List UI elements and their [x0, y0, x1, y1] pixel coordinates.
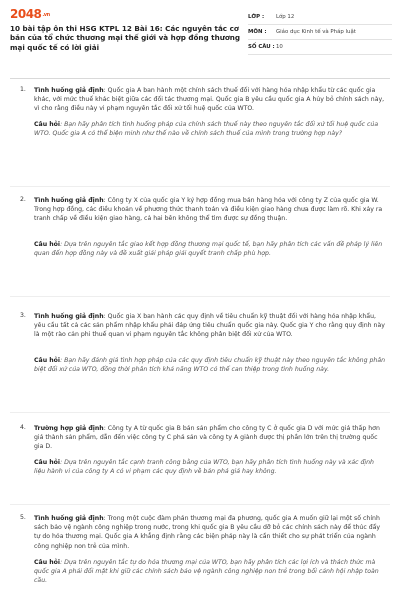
question-text: : Dựa trên nguyên tắc cạnh tranh công bằng của WTO, bạn hãy phân tích tình huống này và xác định liệu hành vi của công ty A có vi phạm các quy định về bán phá giá hay không.	[34, 459, 374, 476]
scenario-text: : Quốc gia X ban hành các quy định về tiêu chuẩn kỹ thuật đối với hàng hóa nhập khẩu, yêu cầu tất cả các sản phẩm nhập khẩu phải đáp ứng tiêu chuẩn quốc gia này. Quốc gia Y cho rằng quy định này là một rào cản phi thuế quan vi phạm nguyên tắc không phân biệt đối xử của WTO.	[34, 313, 385, 339]
question-text: : Bạn hãy phân tích tình huống pháp của chính sách thuế này theo nguyên tắc đối xử tối huệ quốc của WTO. Quốc gia A có thể biện minh như thế nào về chính sách thuế của mình trong trường hợp này?	[34, 121, 379, 138]
exercise-question	[34, 458, 386, 476]
document-header	[0, 0, 400, 74]
meta-key-mon: MÔN :	[248, 29, 267, 35]
exercise-divider	[10, 412, 390, 413]
question-label: Câu hỏi	[34, 459, 61, 466]
question-text: : Dựa trên nguyên tắc giao kết hợp đồng thương mại quốc tế, bạn hãy phân tích các vấn đề pháp lý liên quan đến hợp đồng này và đề xuất giải pháp giải quyết tranh chấp phù hợp.	[34, 241, 383, 258]
exercise-question	[34, 120, 386, 138]
question-label: Câu hỏi	[34, 241, 61, 248]
scenario-label: Tình huống giả định	[34, 197, 104, 204]
header-divider	[10, 78, 390, 79]
scenario-label: Tình huống giả định	[34, 515, 104, 522]
exercise-question	[34, 356, 386, 374]
question-label: Câu hỏi	[34, 559, 61, 566]
exercise-divider	[10, 296, 390, 297]
meta-val-socau: 10	[276, 44, 283, 50]
exercise-divider	[10, 504, 390, 505]
exercise-scenario	[34, 196, 386, 224]
meta-val-mon: Giáo dục Kinh tế và Pháp luật	[276, 29, 356, 35]
scenario-label: Tình huống giả định	[34, 313, 104, 320]
meta-key-lop: LỚP :	[248, 14, 265, 20]
scenario-text: : Trong một cuộc đàm phán thương mại đa phương, quốc gia A muốn giữ lại một số chính sách bảo vệ ngành công nghiệp trong nước, trong khi quốc gia B yêu cầu dỡ bỏ các chính sách này để thúc đẩy tự do hóa thương mại. Quốc gia A khẳng định rằng các biện pháp này là cần thiết cho sự phát triển của ngành công nghiệp non trẻ của mình.	[34, 515, 381, 550]
meta-row-lop	[248, 10, 392, 25]
question-label: Câu hỏi	[34, 121, 61, 128]
exercise-question	[34, 558, 386, 586]
exercise-number: 2.	[20, 196, 26, 203]
exercise-number: 3.	[20, 312, 26, 319]
exercise-scenario	[34, 424, 386, 452]
question-label: Câu hỏi	[34, 357, 61, 364]
scenario-text: : Công ty A từ quốc gia B bán sản phẩm cho công ty C ở quốc gia D với mức giá thấp hơn giá thành sản phẩm, dẫn đến việc công ty C phá sản và công ty A giành được thị phần lớn trên thị trường quốc gia D.	[34, 425, 380, 451]
exercise-list	[0, 86, 400, 600]
exercise-divider	[10, 186, 390, 187]
scenario-label: Trường hợp giả định	[34, 425, 104, 432]
meta-row-mon	[248, 25, 392, 40]
question-text: : Dựa trên nguyên tắc tự do hóa thương mại của WTO, bạn hãy phân tích các lợi ích và thách thức mà quốc gia A phải đối mặt khi giữ các chính sách bảo vệ ngành công nghiệp non trẻ trong bối cảnh hội nhập toàn cầu.	[34, 559, 379, 585]
question-text: : Bạn hãy đánh giá tình hợp pháp của các quy định tiêu chuẩn kỹ thuật này theo nguyên tắc không phân biệt đối xử của WTO, đồng thời phân tích khả năng WTO có thể can thiệp trong tình huống này.	[34, 357, 386, 374]
logo-main: 2048	[10, 7, 42, 21]
scenario-text: : Công ty X của quốc gia Y ký hợp đồng mua bán hàng hóa với công ty Z của quốc gia W. Trong hợp đồng, các điều khoản về phương thức thanh toán và điều kiện giao hàng chưa được làm rõ. Khi xảy ra tranh chấp về điều kiện giao hàng, cả hai bên không thể tìm được sự đồng thuận.	[34, 197, 383, 223]
exercise-number: 5.	[20, 514, 26, 521]
scenario-text: : Quốc gia A ban hành một chính sách thuế đối với hàng hóa nhập khẩu từ các quốc gia khác, với mức thuế khác biệt giữa các đối tác thương mại. Quốc gia B yêu cầu quốc gia A hủy bỏ chính sách này, vì cho rằng điều này vi phạm nguyên tắc đối xử tối huệ quốc của WTO.	[34, 87, 385, 113]
meta-row-socau	[248, 40, 392, 55]
meta-key-socau: SỐ CÂU :	[248, 44, 275, 50]
meta-val-lop: Lớp 12	[276, 14, 295, 20]
exercise-number: 4.	[20, 424, 26, 431]
exercise-scenario	[34, 312, 386, 340]
exercise-question	[34, 240, 386, 258]
meta-info	[248, 10, 392, 55]
logo-suffix: .vn	[42, 12, 50, 18]
exercise-scenario	[34, 86, 386, 114]
document-title: 10 bài tập ôn thi HSG KTPL 12 Bài 16: Các nguyên tắc cơ bản của tổ chức thương mại thế giới và hợp đồng thương mại quốc tế có lời giải	[10, 24, 241, 52]
exercise-number: 1.	[20, 86, 26, 93]
scenario-label: Tình huống giả định	[34, 87, 104, 94]
site-logo[interactable]	[10, 7, 50, 21]
exercise-scenario	[34, 514, 386, 551]
